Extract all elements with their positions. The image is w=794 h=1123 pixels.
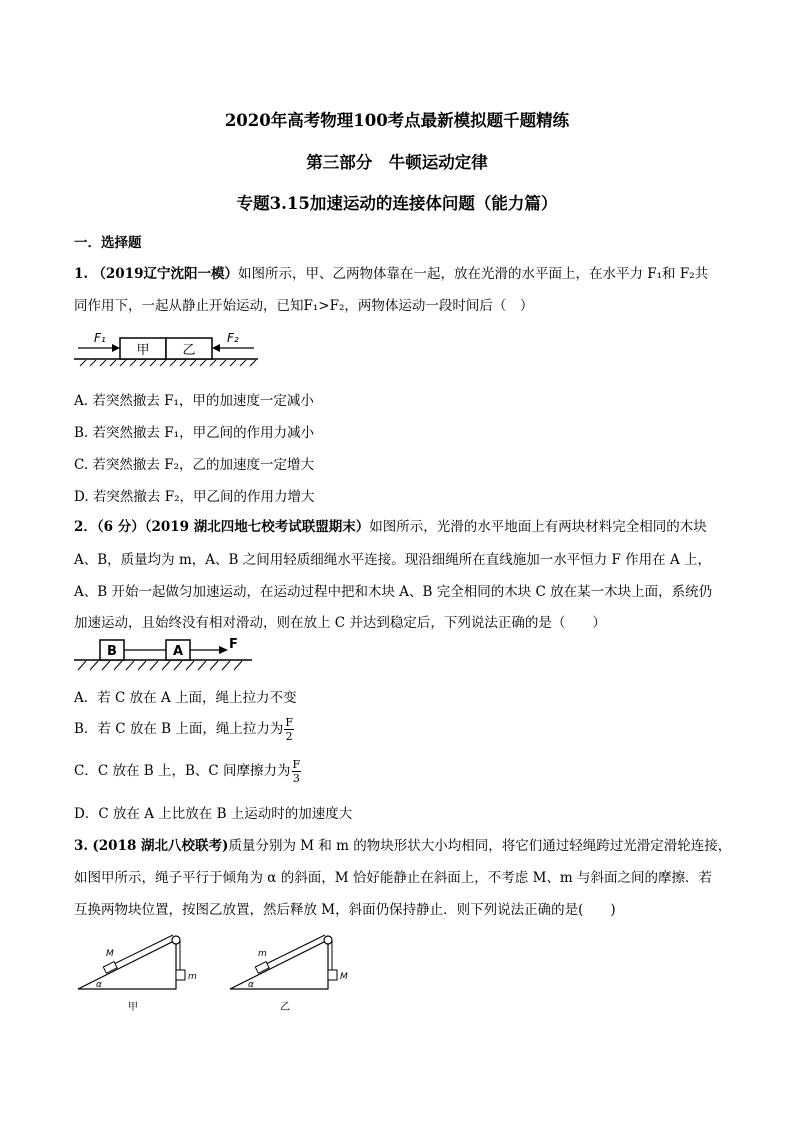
q2-figure — [72, 636, 257, 676]
q3-stem-line2: 如图甲所示，绳子平行于倾角为 α 的斜面，M 恰好能静止在斜面上，不考虑 M、m 与斜面之间的摩擦．若 — [74, 870, 713, 886]
f2-arrow-icon — [212, 344, 220, 352]
q2-source: （2019 湖北四地七校考试联盟期末） — [144, 519, 370, 535]
q2-option-b — [74, 716, 294, 743]
q1-option-b: B. 若突然撤去 F₁，甲乙间的作用力减小 — [74, 425, 315, 441]
f2-label: F₂ — [227, 331, 239, 345]
figure-caption: 乙 — [280, 1002, 290, 1013]
figure-caption: 甲 — [128, 1002, 138, 1013]
q3-stem-line1 — [74, 834, 731, 854]
q1-source: （2019辽宁沈阳一模） — [92, 266, 238, 282]
q1-option-a: A. 若突然撤去 F₁，甲的加速度一定减小 — [74, 393, 314, 409]
hanging-block — [328, 970, 337, 980]
hanging-block — [176, 970, 185, 980]
fraction-f-over-2 — [284, 716, 294, 743]
q1-number: 1. — [74, 266, 89, 282]
section-heading: 一．选择题 — [74, 235, 142, 251]
fraction-numerator: F — [285, 716, 293, 729]
q2-stem-line3: A、B 开始一起做匀加速运动，在运动过程中把和木块 A、B 完全相同的木块 C 放在某一木块上面，系统仍 — [74, 584, 713, 600]
hang-block-label: m — [188, 972, 197, 982]
q2-option-c — [74, 758, 301, 785]
q2-number: 2． — [74, 519, 97, 535]
q1-option-c: C. 若突然撤去 F₂，乙的加速度一定增大 — [74, 457, 315, 473]
q1-option-d: D. 若突然撤去 F₂，甲乙间的作用力增大 — [74, 489, 315, 505]
force-label: F — [229, 637, 238, 652]
q1-figure — [72, 328, 262, 368]
block-jia-label: 甲 — [136, 343, 150, 358]
f1-arrow-icon — [112, 344, 120, 352]
block-b-label: B — [107, 644, 117, 659]
q2-stem-line2: A、B，质量均为 m，A、B 之间用轻质细绳水平连接。现沿细绳所在直线施加一水平恒力 F 作用在 A 上， — [74, 552, 712, 568]
q2-stem-line1 — [74, 515, 707, 535]
topic-title: 专题3.15加速运动的连接体问题（能力篇） — [236, 194, 558, 213]
fraction-denominator: 2 — [285, 730, 293, 743]
doc-title: 2020年高考物理100考点最新模拟题千题精练 — [224, 111, 570, 130]
block-a-label: A — [172, 644, 184, 659]
q3-figure-yi — [228, 934, 368, 1018]
q2-stem-line4: 加速运动，且始终没有相对滑动，则在放上 C 并达到稳定后，下列说法正确的是（ ） — [74, 615, 606, 631]
q2-option-d: D．C 放在 A 上比放在 B 上运动时的加速度大 — [74, 806, 353, 822]
fraction-numerator: F — [292, 758, 301, 771]
q2-text: 如图所示，光滑的水平地面上有两块材料完全相同的木块 — [369, 519, 707, 535]
q3-stem-line3: 互换两物块位置，按图乙放置，然后释放 M，斜面仍保持静止．则下列说法正确的是( ) — [74, 902, 616, 918]
fraction-f-over-3 — [292, 758, 302, 785]
q1-stem-line1 — [74, 262, 708, 282]
q1-text: 如图所示，甲、乙两物体靠在一起，放在光滑的水平面上，在水平力 F₁和 F₂共 — [237, 266, 709, 282]
q3-number: 3. — [74, 838, 89, 854]
q3-text: 质量分别为 M 和 m 的物块形状大小均相同，将它们通过轻绳跨过光滑定滑轮连接， — [228, 838, 732, 854]
part-title: 第三部分 牛顿运动定律 — [306, 153, 488, 172]
hang-block-label: M — [340, 972, 348, 982]
pulley — [172, 936, 180, 944]
slope-block-label: M — [106, 949, 114, 959]
q2-option-c-text: C．C 放在 B 上，B、C 间摩擦力为 — [74, 763, 291, 779]
pulley — [324, 936, 332, 944]
block-yi-label: 乙 — [182, 343, 196, 358]
force-arrow-icon — [219, 646, 228, 654]
q2-option-a: A．若 C 放在 A 上面，绳上拉力不变 — [74, 690, 297, 706]
q3-figure-jia — [76, 934, 216, 1018]
slope-block-label: m — [258, 949, 267, 959]
f1-label: F₁ — [94, 331, 106, 345]
q3-source: (2018 湖北八校联考) — [92, 838, 229, 854]
angle-label: α — [96, 980, 102, 990]
q2-score: （6 分） — [96, 519, 145, 535]
q2-option-b-text: B．若 C 放在 B 上面，绳上拉力为 — [74, 721, 284, 737]
angle-label: α — [248, 980, 254, 990]
q1-stem-line2: 同作用下，一起从静止开始运动，已知F₁>F₂，两物体运动一段时间后（ ） — [74, 298, 534, 314]
fraction-denominator: 3 — [292, 772, 300, 785]
